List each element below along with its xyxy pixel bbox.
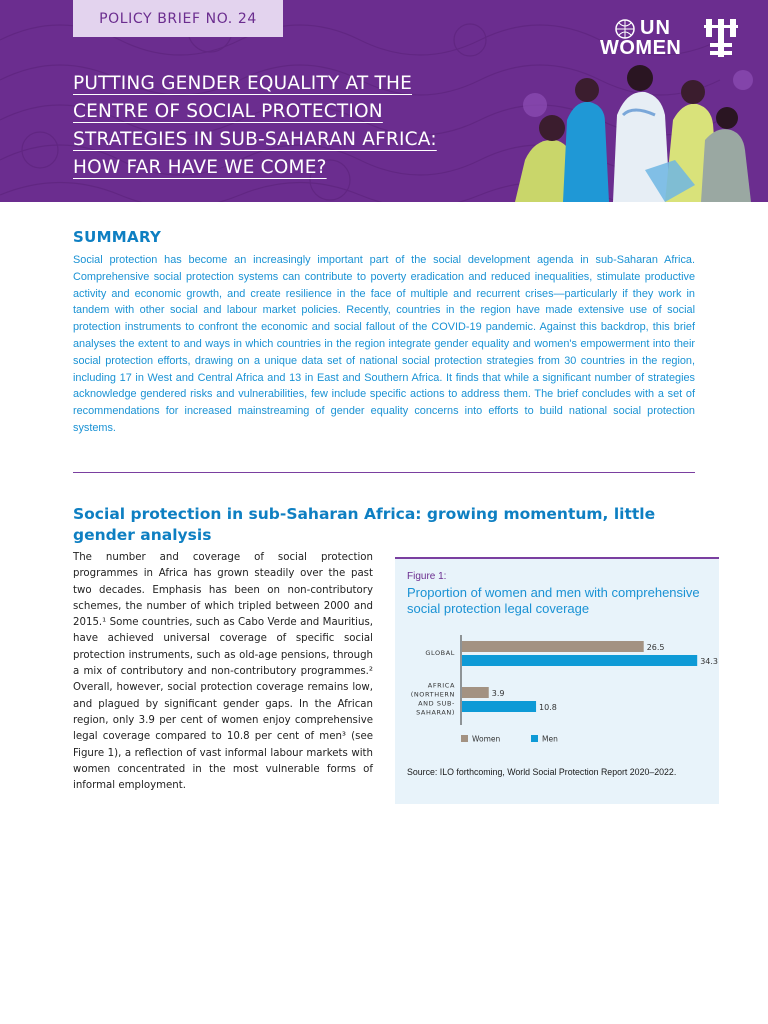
title-line [73,126,473,154]
title-line-2: CENTRE OF SOCIAL PROTECTION [73,101,383,122]
bar-women [462,687,489,698]
category-label: AFRICA [427,681,455,690]
category-label: AND SUB- [418,699,455,708]
data-label: 34.3 [700,657,719,666]
category-label: SAHARAN) [416,708,455,717]
category-label: (NORTHERN [410,690,455,699]
title-line-3: STRATEGIES IN SUB-SAHARAN AFRICA: [73,129,437,150]
title-line [73,98,473,126]
page-title [73,70,473,182]
section-heading: Social protection in sub-Saharan Africa: growing momentum, little gender analysis [73,505,656,544]
policy-brief-label: POLICY BRIEF NO. 24 [99,10,257,27]
legend-label-men: Men [542,734,558,744]
legend-swatch-women [461,735,468,742]
coverage-bar-chart [395,635,719,755]
section-divider [73,472,695,473]
un-women-logo [600,17,740,63]
data-label: 3.9 [491,689,505,698]
summary-text: Social protection has become an increasingly important part of the social development agenda in sub-Saharan Africa. Comprehensive social protection systems can contribute to poverty eradication and reduced inequalities, stimulate productive activity and economic growth, and create resilience in the face of multiple and recurrent crises—particularly if they work in tandem with other social and labour market policies. Recently, countries in the region have made extensive use of social protection instruments to confront the economic and social fallout of the COVID-19 pandemic. Against this backdrop, this brief analyses the extent to and ways in which countries in the region integrate gender equality and women's empowerment into their social protection efforts, drawing on a unique data set of national social protection strategies from 30 countries in the region, including 17 in West and Central Africa and 13 in East and Southern Africa. It finds that while a significant number of strategies acknowledge gendered risks and vulnerabilities, few include specific actions to address them. The brief concludes with a set of recommendations for increased mainstreaming of gender equality concerns into efforts to build national social protection systems. [73,254,695,434]
title-line [73,154,473,182]
title-line [73,70,473,98]
figure-source: Source: ILO forthcoming, World Social Protection Report 2020–2022. [407,767,677,777]
legend-swatch-men [531,735,538,742]
figure-1-box [395,557,719,804]
legend-label-women: Women [472,734,501,744]
category-label: GLOBAL [425,649,455,657]
data-label: 10.8 [539,703,557,712]
header-banner [0,0,768,202]
logo-un-text: UN [640,17,671,39]
bar-men [462,701,536,712]
bar-women [462,641,644,652]
policy-brief-label-box [73,0,283,37]
title-line-1: PUTTING GENDER EQUALITY AT THE [73,73,413,94]
figure-label: Figure 1: [407,571,447,582]
figure-title: Proportion of women and men with comprehensive social protection legal coverage [407,585,700,616]
bar-men [462,655,697,666]
data-label: 26.5 [646,643,665,652]
logo-women-text: WOMEN [600,37,682,59]
women-symbol-icon [704,17,738,59]
summary-heading: SUMMARY [73,228,162,246]
women-illustration [505,60,768,202]
section-body-text: The number and coverage of social protection programmes in Africa has grown steadily over the past two decades. Emphasis has been on non-contributory schemes, the number of which tripled between 2000 and 2015.¹ Some countries, such as Cabo Verde and Mauritius, have achieved universal coverage of specific social protection instruments, such as old-age pensions, through a mix of contributory and non-contributory programmes.² Overall, however, social protection coverage remains low, and plagued by significant gender gaps. In the African region, only 3.9 per cent of women enjoy comprehensive legal coverage compared to 10.8 per cent of men³ (see Figure 1), a reflection of vast informal labour markets with women concentrated in the most vulnerable forms of informal employment. [73,552,373,792]
title-line-4: HOW FAR HAVE WE COME? [73,157,327,178]
